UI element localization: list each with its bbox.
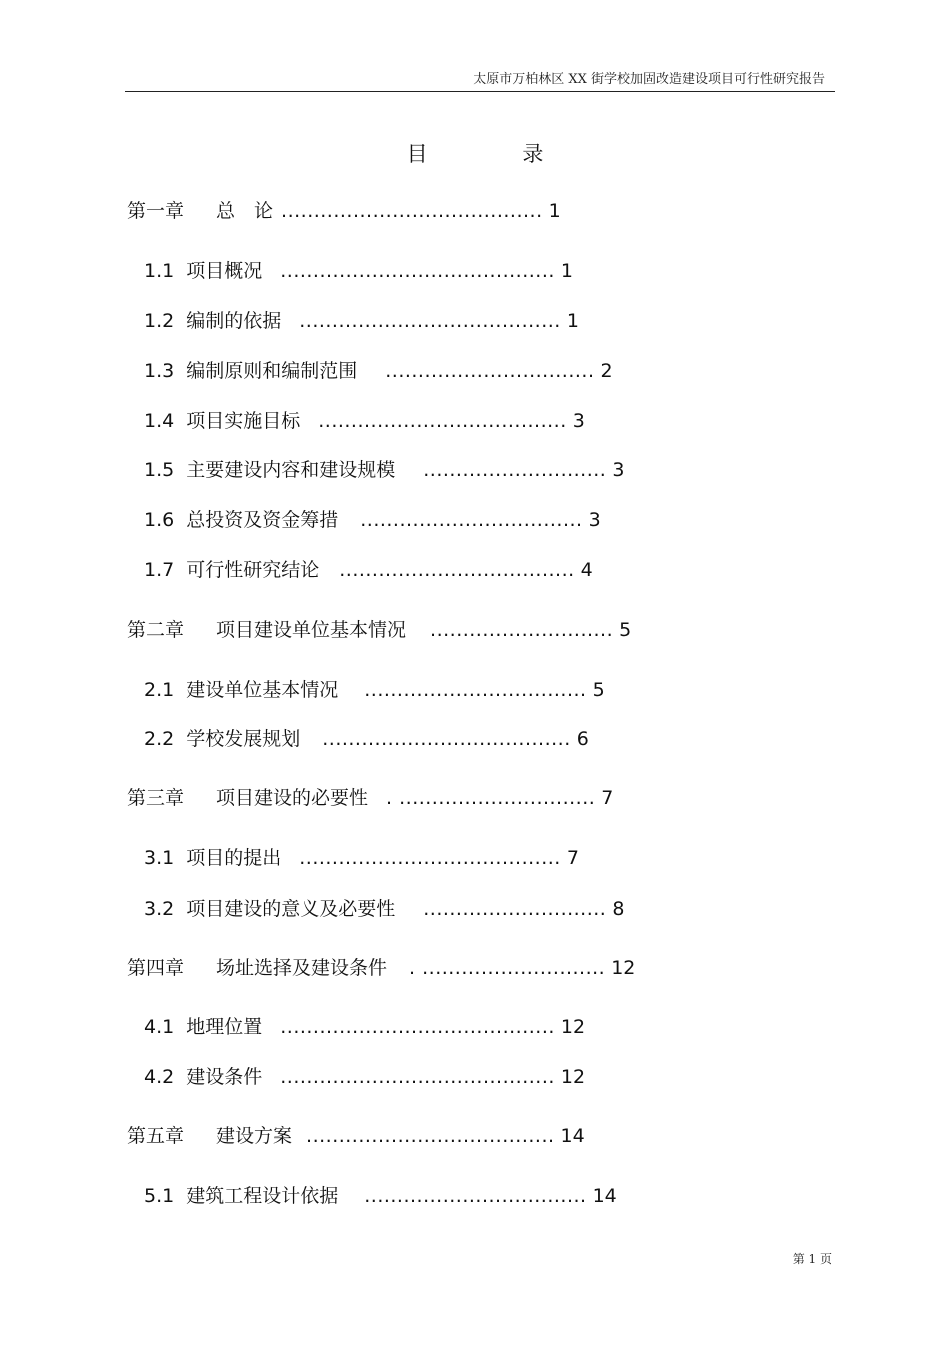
toc-dot-leader: ........................................: [299, 310, 561, 332]
toc-dot-leader: . ..............................: [386, 787, 596, 809]
toc-entry-label: 项目的提出: [186, 847, 282, 869]
toc-entry-page: 5: [619, 619, 632, 641]
toc-entry-number: 1.3: [144, 360, 175, 382]
toc-entry-label: 项目实施目标: [186, 410, 301, 432]
toc-entry-number: 2.1: [144, 679, 175, 701]
toc-section-entry[interactable]: [144, 1183, 617, 1209]
toc-section-entry[interactable]: [144, 457, 624, 483]
toc-dot-leader: ........................................: [281, 200, 543, 222]
toc-entry-page: 1: [560, 260, 573, 282]
toc-entry-page: 6: [576, 728, 589, 750]
toc-entry-label: 建设单位基本情况: [186, 679, 339, 701]
header-rule: [125, 91, 835, 92]
toc-entry-label: 总 论: [216, 200, 274, 222]
toc-section-entry[interactable]: [144, 358, 613, 384]
toc-dot-leader: ............................: [430, 619, 614, 641]
toc-entry-label: 项目建设的意义及必要性: [186, 898, 396, 920]
toc-dot-leader: ..................................: [364, 679, 587, 701]
toc-entry-page: 7: [601, 787, 614, 809]
toc-entry-page: 1: [548, 200, 561, 222]
toc-entry-label: 可行性研究结论: [186, 559, 320, 581]
toc-entry-number: 5.1: [144, 1185, 175, 1207]
toc-dot-leader: ..........................................: [280, 1016, 555, 1038]
toc-entry-number: 1.1: [144, 260, 175, 282]
toc-entry-page: 12: [611, 957, 636, 979]
toc-entry-label: 编制原则和编制范围: [186, 360, 358, 382]
toc-entry-page: 14: [592, 1185, 617, 1207]
toc-section-entry[interactable]: [144, 896, 624, 922]
toc-entry-label: 总投资及资金筹措: [186, 509, 339, 531]
toc-entry-label: 场址选择及建设条件: [216, 957, 388, 979]
toc-entry-number: 第四章: [127, 957, 185, 979]
toc-entry-label: 建筑工程设计依据: [186, 1185, 339, 1207]
toc-entry-number: 4.1: [144, 1016, 175, 1038]
toc-entry-number: 3.1: [144, 847, 175, 869]
toc-dot-leader: ..........................................: [280, 260, 555, 282]
toc-entry-label: 项目建设的必要性: [216, 787, 369, 809]
toc-entry-number: 第三章: [127, 787, 185, 809]
toc-dot-leader: ............................: [423, 459, 607, 481]
toc-entry-number: 1.5: [144, 459, 175, 481]
toc-section-entry[interactable]: [144, 845, 579, 871]
toc-entry-page: 1: [566, 310, 579, 332]
toc-entry-label: 项目概况: [186, 260, 263, 282]
toc-dot-leader: ..........................................: [280, 1066, 555, 1088]
toc-section-entry[interactable]: [144, 507, 601, 533]
toc-entry-page: 3: [588, 509, 601, 531]
toc-chapter-entry[interactable]: [127, 955, 635, 981]
toc-section-entry[interactable]: [144, 677, 605, 703]
toc-entry-page: 12: [560, 1066, 586, 1088]
toc-entry-number: 第一章: [127, 200, 185, 222]
running-header: 太原市万柏林区 XX 街学校加固改造建设项目可行性研究报告: [473, 72, 825, 87]
toc-chapter-entry[interactable]: [127, 785, 613, 811]
toc-entry-number: 4.2: [144, 1066, 175, 1088]
toc-section-entry[interactable]: [144, 726, 589, 752]
toc-section-entry[interactable]: [144, 557, 593, 583]
toc-entry-page: 14: [560, 1125, 585, 1147]
toc-entry-number: 第五章: [127, 1125, 185, 1147]
toc-chapter-entry[interactable]: [127, 617, 631, 643]
toc-section-entry[interactable]: [144, 1064, 585, 1090]
toc-section-entry[interactable]: [144, 408, 585, 434]
toc-entry-page: 2: [600, 360, 613, 382]
toc-entry-page: 8: [612, 898, 625, 920]
toc-dot-leader: ..................................: [360, 509, 583, 531]
toc-entry-page: 7: [566, 847, 579, 869]
toc-dot-leader: ............................: [423, 898, 607, 920]
toc-dot-leader: . ............................: [409, 957, 606, 979]
toc-entry-number: 1.4: [144, 410, 175, 432]
toc-dot-leader: ......................................: [318, 410, 567, 432]
toc-dot-leader: ........................................: [299, 847, 561, 869]
toc-entry-label: 建设条件: [186, 1066, 263, 1088]
toc-entry-page: 12: [560, 1016, 586, 1038]
toc-entry-number: 1.6: [144, 509, 175, 531]
toc-entry-number: 1.2: [144, 310, 175, 332]
toc-dot-leader: ......................................: [322, 728, 571, 750]
toc-entry-page: 3: [572, 410, 585, 432]
toc-entry-label: 编制的依据: [186, 310, 282, 332]
toc-section-entry[interactable]: [144, 308, 579, 334]
toc-dot-leader: ..................................: [364, 1185, 587, 1207]
toc-section-entry[interactable]: [144, 1014, 585, 1040]
page-number: 第 1 页: [792, 1252, 832, 1266]
toc-entry-label: 项目建设单位基本情况: [216, 619, 407, 641]
toc-dot-leader: ......................................: [306, 1125, 555, 1147]
toc-chapter-entry[interactable]: [127, 1123, 585, 1149]
toc-entry-number: 3.2: [144, 898, 175, 920]
toc-dot-leader: ................................: [385, 360, 595, 382]
toc-entry-label: 学校发展规划: [186, 728, 301, 750]
toc-entry-page: 3: [612, 459, 625, 481]
toc-entry-page: 4: [580, 559, 593, 581]
toc-chapter-entry[interactable]: [127, 198, 561, 224]
toc-entry-page: 5: [592, 679, 605, 701]
toc-title: 目 录: [406, 142, 588, 166]
toc-entry-label: 建设方案: [216, 1125, 293, 1147]
toc-entry-number: 2.2: [144, 728, 175, 750]
toc-entry-label: 地理位置: [186, 1016, 263, 1038]
toc-section-entry[interactable]: [144, 258, 573, 284]
toc-entry-number: 1.7: [144, 559, 175, 581]
toc-dot-leader: ....................................: [339, 559, 575, 581]
toc-entry-label: 主要建设内容和建设规模: [186, 459, 396, 481]
toc-entry-number: 第二章: [127, 619, 185, 641]
